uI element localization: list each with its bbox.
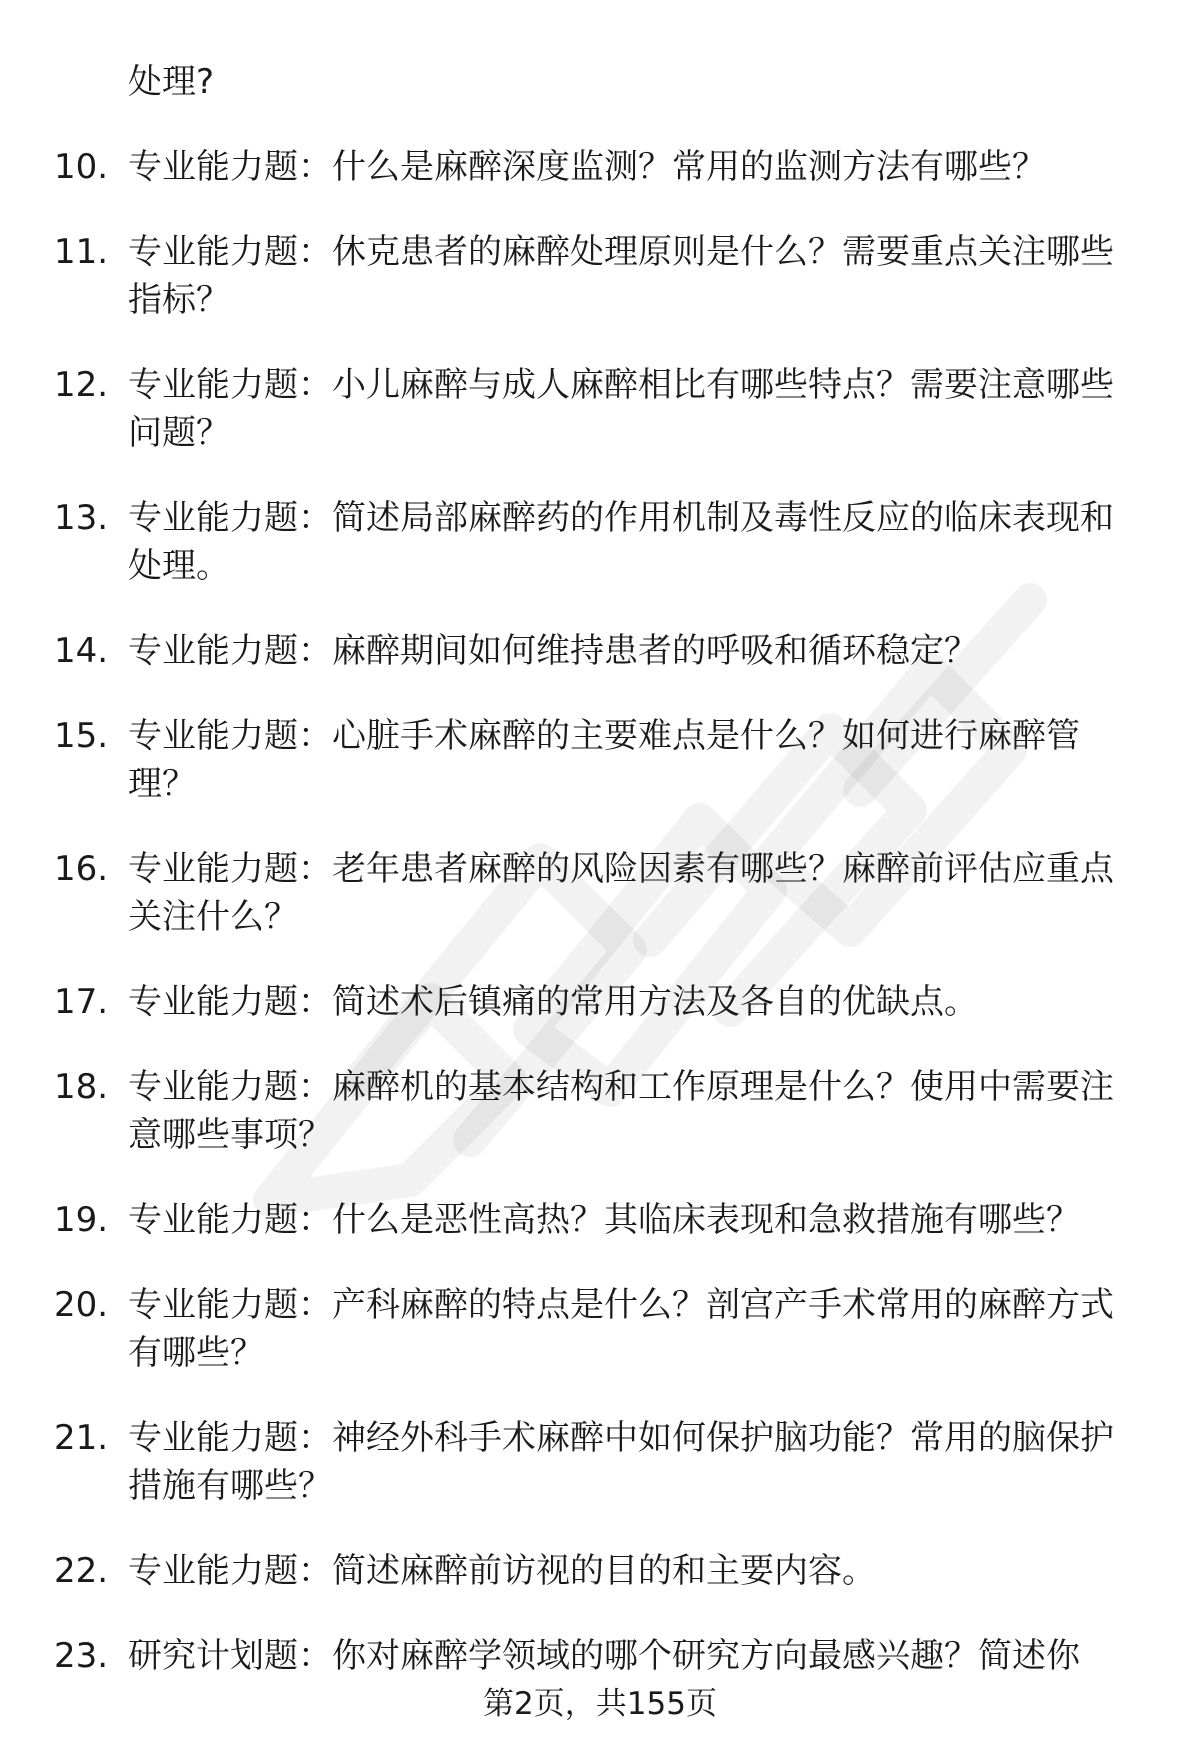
item-number: 19. bbox=[54, 1200, 109, 1240]
item-number: 15. bbox=[54, 716, 109, 756]
list-item bbox=[0, 1632, 1200, 1680]
item-text: 专业能力题：麻醉机的基本结构和工作原理是什么？使用中需要注意哪些事项？ bbox=[128, 1067, 1114, 1155]
list-item bbox=[0, 978, 1200, 1026]
list-item bbox=[0, 1063, 1200, 1159]
question-list bbox=[0, 58, 1200, 1717]
item-number: 23. bbox=[54, 1636, 109, 1676]
item-text: 专业能力题：什么是麻醉深度监测？常用的监测方法有哪些？ bbox=[128, 147, 1046, 187]
item-text: 专业能力题：老年患者麻醉的风险因素有哪些？麻醉前评估应重点关注什么？ bbox=[128, 849, 1114, 937]
item-text: 专业能力题：简述麻醉前访视的目的和主要内容。 bbox=[128, 1551, 876, 1591]
page-footer: 第2页，共155页 bbox=[483, 1686, 717, 1722]
item-number: 16. bbox=[54, 849, 109, 889]
item-number: 14. bbox=[54, 631, 109, 671]
item-number: 13. bbox=[54, 498, 109, 538]
item-number: 22. bbox=[54, 1551, 109, 1591]
item-text: 专业能力题：神经外科手术麻醉中如何保护脑功能？常用的脑保护措施有哪些？ bbox=[128, 1418, 1114, 1506]
list-item bbox=[0, 1196, 1200, 1244]
list-item bbox=[0, 845, 1200, 941]
item-text: 专业能力题：简述局部麻醉药的作用机制及毒性反应的临床表现和处理。 bbox=[128, 498, 1114, 586]
list-item bbox=[0, 627, 1200, 675]
list-item bbox=[0, 1281, 1200, 1377]
list-item bbox=[0, 1547, 1200, 1595]
list-item bbox=[0, 228, 1200, 324]
list-item bbox=[0, 143, 1200, 191]
continuation-text: 处理? bbox=[128, 62, 215, 102]
item-number: 18. bbox=[54, 1067, 109, 1107]
item-text: 专业能力题：休克患者的麻醉处理原则是什么？需要重点关注哪些指标？ bbox=[128, 232, 1114, 320]
item-text: 专业能力题：产科麻醉的特点是什么？剖宫产手术常用的麻醉方式有哪些？ bbox=[128, 1285, 1114, 1373]
item-text: 专业能力题：小儿麻醉与成人麻醉相比有哪些特点？需要注意哪些问题？ bbox=[128, 365, 1114, 453]
list-item bbox=[0, 712, 1200, 808]
item-number: 11. bbox=[54, 232, 109, 272]
item-text: 专业能力题：简述术后镇痛的常用方法及各自的优缺点。 bbox=[128, 982, 978, 1022]
item-number: 12. bbox=[54, 365, 109, 405]
list-item bbox=[0, 361, 1200, 457]
item-text: 研究计划题：你对麻醉学领域的哪个研究方向最感兴趣？简述你 bbox=[128, 1636, 1080, 1676]
item-number: 10. bbox=[54, 147, 109, 187]
item-text: 专业能力题：什么是恶性高热？其临床表现和急救措施有哪些？ bbox=[128, 1200, 1080, 1240]
item-text: 专业能力题：心脏手术麻醉的主要难点是什么？如何进行麻醉管理？ bbox=[128, 716, 1080, 804]
item-number: 17. bbox=[54, 982, 109, 1022]
item-number: 21. bbox=[54, 1418, 109, 1458]
item-text: 专业能力题：麻醉期间如何维持患者的呼吸和循环稳定？ bbox=[128, 631, 978, 671]
list-item bbox=[0, 494, 1200, 590]
item-number: 20. bbox=[54, 1285, 109, 1325]
list-item bbox=[0, 1414, 1200, 1510]
